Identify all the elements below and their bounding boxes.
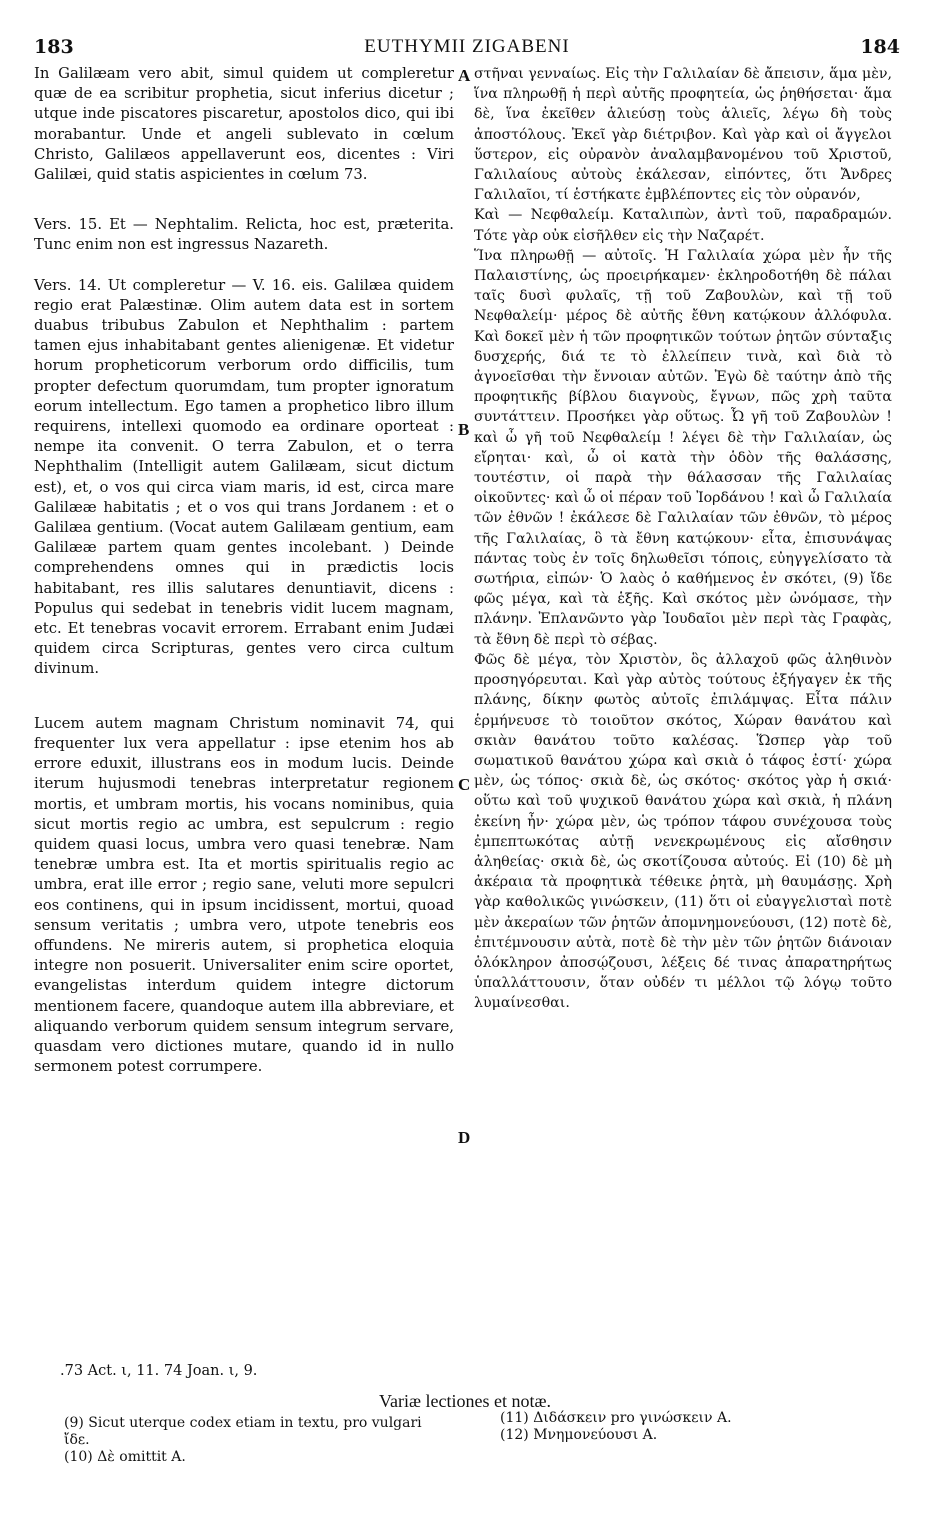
latin-column: [34, 64, 454, 1077]
latin-paragraph: Vers. 15. Et — Nephtalim. Relicta, hoc est, præterita. Tunc enim non est ingressus Nazareth.: [34, 216, 454, 254]
variae-notes-right: [500, 1410, 890, 1444]
variant-note: (11) Διδάσκειν pro γινώσκειν A.: [500, 1410, 732, 1426]
page-number-right: 184: [860, 36, 900, 58]
variant-note: (12) Μνημονεύουσι A.: [500, 1427, 658, 1443]
page-header: [34, 36, 900, 66]
margin-letter-c: C: [458, 775, 471, 794]
variant-note: (9) Sicut uterque codex etiam in textu, pro vulgari ἴδε.: [64, 1415, 422, 1448]
greek-paragraph: Ἵνα πληρωθῇ — αὐτοῖς. Ἡ Γαλιλαία χώρα μὲν ἦν τῆς Παλαιστίνης, ὡς προειρήκαμεν· ἐκληροδοτήθη δὲ πάλαι ταῖς δυσὶ φυλαῖς, τῇ τοῦ Ζαβουλὼν, καὶ τῇ τοῦ Νεφθαλείμ· μέρος δὲ αὐτῆς ἔθνη κατῴκουν ἀλλόφυλα. Καὶ δοκεῖ μὲν ἡ τῶν προφητικῶν τούτων ῥητῶν σύνταξις δυσχερής, διά τε τὸ ἐλλείπειν τινὰ, καὶ διὰ τὸ ἀγνοεῖσθαι τὴν ἔννοιαν αὐτῶν. Ἐγὼ δὲ ταύτην ἀπὸ τῆς προφητικῆς βίβλου διαγνοὺς, ἔγνων, πῶς χρὴ ταῦτα συντάττειν. Προσήκει γὰρ οὕτως. Ὦ γῆ τοῦ Ζαβουλὼν ! καὶ ὦ γῆ τοῦ Νεφθαλείμ ! λέγει δὲ τὴν Γαλιλαίαν, ὡς εἴρηται· καὶ, ὦ οἱ κατὰ τὴν ὁδὸν τῆς θαλάσσης, τουτέστιν, οἱ παρὰ τὴν θάλασσαν τῆς Γαλιλαίας οἰκοῦντες· καὶ ὦ οἱ πέραν τοῦ Ἰορδάνου ! καὶ ὦ Γαλιλαία τῶν ἐθνῶν ! ἐκάλεσε δὲ Γαλιλαίαν τῶν ἐθνῶν, τὸ μέρος τῆς Γαλιλαίας, ὃ τὰ ἔθνη κατῴκουν· εἶτα, ἐπισυνάψας πάντας τοὺς ἐν τοῖς δηλωθεῖσι τόποις, εὐηγγελίσατο τὰ σωτήρια, εἰπών· Ὁ λαὸς ὁ καθήμενος ἐν σκότει, (9) ἴδε φῶς μέγα, καὶ τὰ ἑξῆς. Καὶ σκότος μὲν ὠνόμασε, τὴν πλάνην. Ἐπλανῶντο γὰρ Ἰουδαῖοι μὲν περὶ τὰς Γραφὰς, τὰ ἔθνη δὲ περὶ τὸ σέβας.: [474, 247, 892, 648]
latin-paragraph: Lucem autem magnam Christum nominavit 74, qui frequenter lux vera appellatur : ipse etenim hos ab errore eduxit, illustrans eos in modum lucis. Deinde iterum hujusmodi tenebras interpretatur regionem mortis, et umbram mortis, his vocans nominibus, quia sicut mortis regio ac umbra, est sepulcrum : regio quidem quasi locus, umbra vero quasi tenebræ. Nam tenebræ umbra est. Ita et mortis spiritualis regio ac umbra, erat ille error ; regio sane, veluti more sepulcri eos continens, qui in ipsum incidissent, mortui, quoad sensum veritatis ; umbra vero, utpote tenebris eos offundens. Ne mireris autem, si prophetica eloquia integre non posuerit. Universaliter enim scire oportet, evangelistas interdum quidem integre dictorum mentionem facere, quandoque autem illa abbreviare, et aliquando verborum quidem sensum integrum servare, quasdam vero dictiones mutare, quando id in nullo sermonem potest corrumpere.: [34, 714, 454, 1076]
footnote-references: .73 Act. ι, 11. 74 Joan. ι, 9.: [60, 1363, 258, 1379]
variae-lectiones-title: Variæ lectiones et notæ.: [379, 1391, 551, 1411]
margin-letter-d: D: [458, 1128, 471, 1147]
variae-notes-left: [64, 1415, 444, 1466]
greek-paragraph: Καὶ — Νεφθαλείμ. Καταλιπὼν, ἀντὶ τοῦ, παραδραμών. Τότε γὰρ οὐκ εἰσῆλθεν εἰς τὴν Ναζαρέτ.: [474, 207, 892, 244]
variant-note: (10) Δὲ omittit A.: [64, 1449, 186, 1465]
running-title: EUTHYMII ZIGABENI: [364, 36, 570, 57]
greek-paragraph: Φῶς δὲ μέγα, τὸν Χριστὸν, ὃς ἀλλαχοῦ φῶς ἀληθινὸν προσηγόρευται. Καὶ γὰρ αὐτὸς τούτους ἐξήγαγεν ἐκ τῆς πλάνης, δίκην φωτὸς αὐτοῖς ἐπιλάμψας. Εἶτα πάλιν ἑρμήνευσε τὸ τοιοῦτον σκότος, Χώραν θανάτου καὶ σκιὰν θανάτου τοῦτο καλέσας. Ὥσπερ γὰρ τοῦ σωματικοῦ θανάτου χώρα καὶ σκιὰ ὁ τάφος ἐστί· χώρα μὲν, ὡς τόπος· σκιὰ δὲ, ὡς σκότος· σκότος γὰρ ἡ σκιά· οὕτω καὶ τοῦ ψυχικοῦ θανάτου χώρα καὶ σκιὰ, ἡ πλάνη ἐκείνη ἦν· χώρα μὲν, ὡς τρόπον τάφου συνέχουσα τοὺς ἐμπεπτωκότας αὐτῇ νενεκρωμένους εἰς αἴσθησιν ἀληθείας· σκιὰ δὲ, ὡς σκοτίζουσα αὐτούς. Εἰ (10) δὲ μὴ ἀκέραια τὰ προφητικὰ τέθεικε ῥητὰ, μὴ θαυμάσῃς. Χρὴ γὰρ καθολικῶς γινώσκειν, (11) ὅτι οἱ εὐαγγελισταὶ ποτὲ μὲν ἀκεραίων τῶν ῥητῶν ἀπομνημονεύουσι, (12) ποτὲ δὲ, ἐπιτέμνουσιν αὐτὰ, ποτὲ δὲ τὴν μὲν τῶν ῥητῶν διάνοιαν ὁλόκληρον ἀποσῴζουσι, λέξεις δέ τινας ἀπαρατηρήτως ὑπαλλάττουσιν, ὅταν οὐδέν τι μέλλοι τῷ λόγῳ τοῦτο λυμαίνεσθαι.: [474, 651, 892, 1012]
page-number-left: 183: [34, 36, 74, 58]
greek-paragraph: στῆναι γενναίως. Εἰς τὴν Γαλιλαίαν δὲ ἄπεισιν, ἅμα μὲν, ἵνα πληρωθῇ ἡ περὶ αὐτῆς προφητεία, ὡς ῥηθήσεται· ἅμα δὲ, ἵνα ἐκεῖθεν ἁλιεύσῃ τοὺς ἁλιεῖς, λέγω δὴ τοὺς ἀποστόλους. Ἐκεῖ γὰρ διέτριβον. Καὶ γὰρ καὶ οἱ ἄγγελοι ὕστερον, εἰς οὐρανὸν ἀναλαμβανομένου τοῦ Χριστοῦ, Γαλιλαίους αὐτοὺς ἐκάλεσαν, εἰπόντες, ὅτι Ἄνδρες Γαλιλαῖοι, τί ἑστήκατε ἐμβλέποντες εἰς τὸν οὐρανόν,: [474, 66, 892, 204]
greek-column: [474, 64, 892, 1014]
margin-letter-b: B: [458, 420, 470, 439]
margin-letter-a: A: [458, 66, 471, 85]
latin-paragraph: In Galilæam vero abit, simul quidem ut compleretur quæ de ea scribitur prophetia, sicut inferius dicetur ; utque inde piscatores piscaretur, apostolos dico, qui ibi morabantur. Unde et angeli sublevato in cœlum Christo, Galilæos appellaverunt eos, dicentes : Viri Galilæi, quid statis aspicientes in cœlum 73.: [34, 65, 454, 184]
latin-paragraph: Vers. 14. Ut compleretur — V. 16. eis. Galilæa quidem regio erat Palæstinæ. Olim autem data est in sortem duabus tribubus Zabulon et Nephthalim : partem tamen ejus inhabitabant gentes alienigenæ. Et videtur horum propheticorum verborum ordo difficilis, tum propter defectum quorumdam, tum propter ignoratum eorum intellectum. Ego tamen a prophetico libro illum requirens, intellexi quomodo ea ordinare oporteat : nempe ita convenit. O terra Zabulon, et o terra Nephthalim (Intelligit autem Galilæam, sicut dictum est), et, o vos qui circa viam maris, id est, circa mare Galilææ habitatis ; et o vos qui trans Jordanem : et o Galilæa gentium. (Vocat autem Galilæam gentium, eam Galilææ partem quam gentes incolebant. ) Deinde comprehendens omnes qui in prædictis locis habitabant, res illis salutares denuntiavit, dicens : Populus qui sedebat in tenebris vidit lucem magnam, etc. Et tenebras vocavit errorem. Errabant enim Judæi quidem circa Scripturas, gentes vero circa cultum divinum.: [34, 276, 454, 678]
